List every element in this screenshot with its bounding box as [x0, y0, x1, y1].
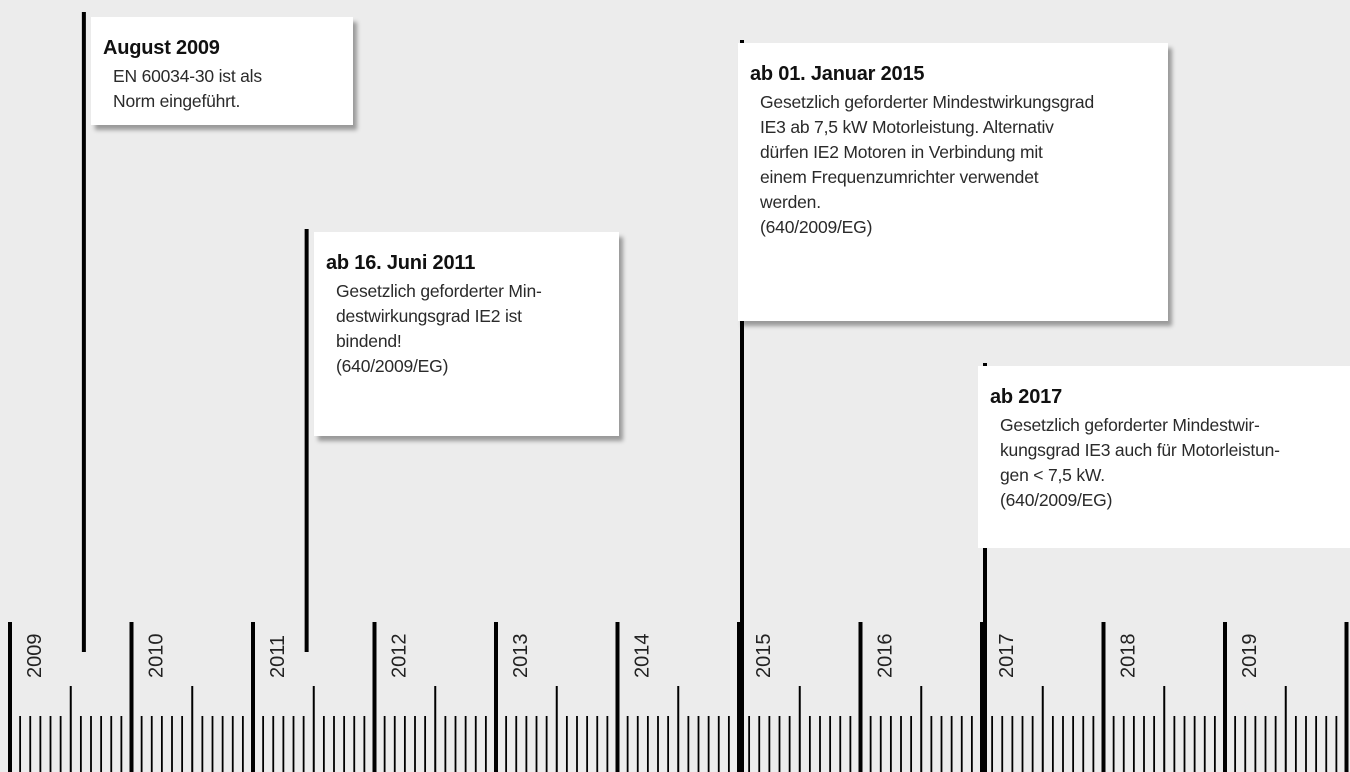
year-label: 2016: [874, 633, 897, 678]
event-card-jun-2011: [314, 232, 619, 436]
event-card-aug-2009: [91, 17, 353, 125]
event-text: (640/2009/EG): [1000, 490, 1113, 510]
year-label: 2014: [631, 633, 654, 678]
year-label: 2015: [753, 633, 775, 678]
year-label: 2017: [996, 633, 1018, 678]
event-text: einem Frequenzumrichter verwendet: [760, 167, 1039, 187]
event-title: ab 01. Januar 2015: [750, 63, 925, 85]
event-card-jan-2015: [738, 43, 1168, 321]
event-text: Norm eingeführt.: [113, 91, 241, 111]
event-text: IE3 ab 7,5 kW Motorleistung. Alternativ: [760, 117, 1054, 137]
event-title: ab 2017: [990, 386, 1062, 408]
event-title: ab 16. Juni 2011: [326, 252, 476, 274]
year-label: 2009: [24, 633, 46, 678]
year-label: 2011: [267, 634, 289, 678]
event-title: August 2009: [103, 37, 220, 59]
event-text: bindend!: [336, 331, 402, 351]
event-text: destwirkungsgrad IE2 ist: [336, 306, 522, 326]
year-label: 2010: [145, 633, 168, 678]
event-text: Gesetzlich geforderter Min-: [336, 281, 542, 301]
event-text: werden.: [760, 192, 821, 212]
event-text: (640/2009/EG): [760, 217, 873, 237]
event-text: gen < 7,5 kW.: [1000, 465, 1105, 485]
year-label: 2019: [1239, 633, 1261, 678]
year-label: 2018: [1117, 633, 1140, 678]
event-text: EN 60034-30 ist als: [113, 66, 262, 86]
event-text: kungsgrad IE3 auch für Motorleistun-: [1000, 440, 1280, 460]
event-text: Gesetzlich geforderter Mindestwir-: [1000, 415, 1260, 435]
year-label: 2012: [388, 633, 411, 678]
event-text: dürfen IE2 Motoren in Verbindung mit: [760, 142, 1043, 162]
event-text: Gesetzlich geforderter Mindestwirkungsgrad: [760, 92, 1094, 112]
event-card-2017: [978, 366, 1350, 548]
event-text: (640/2009/EG): [336, 356, 449, 376]
year-label: 2013: [510, 633, 532, 678]
